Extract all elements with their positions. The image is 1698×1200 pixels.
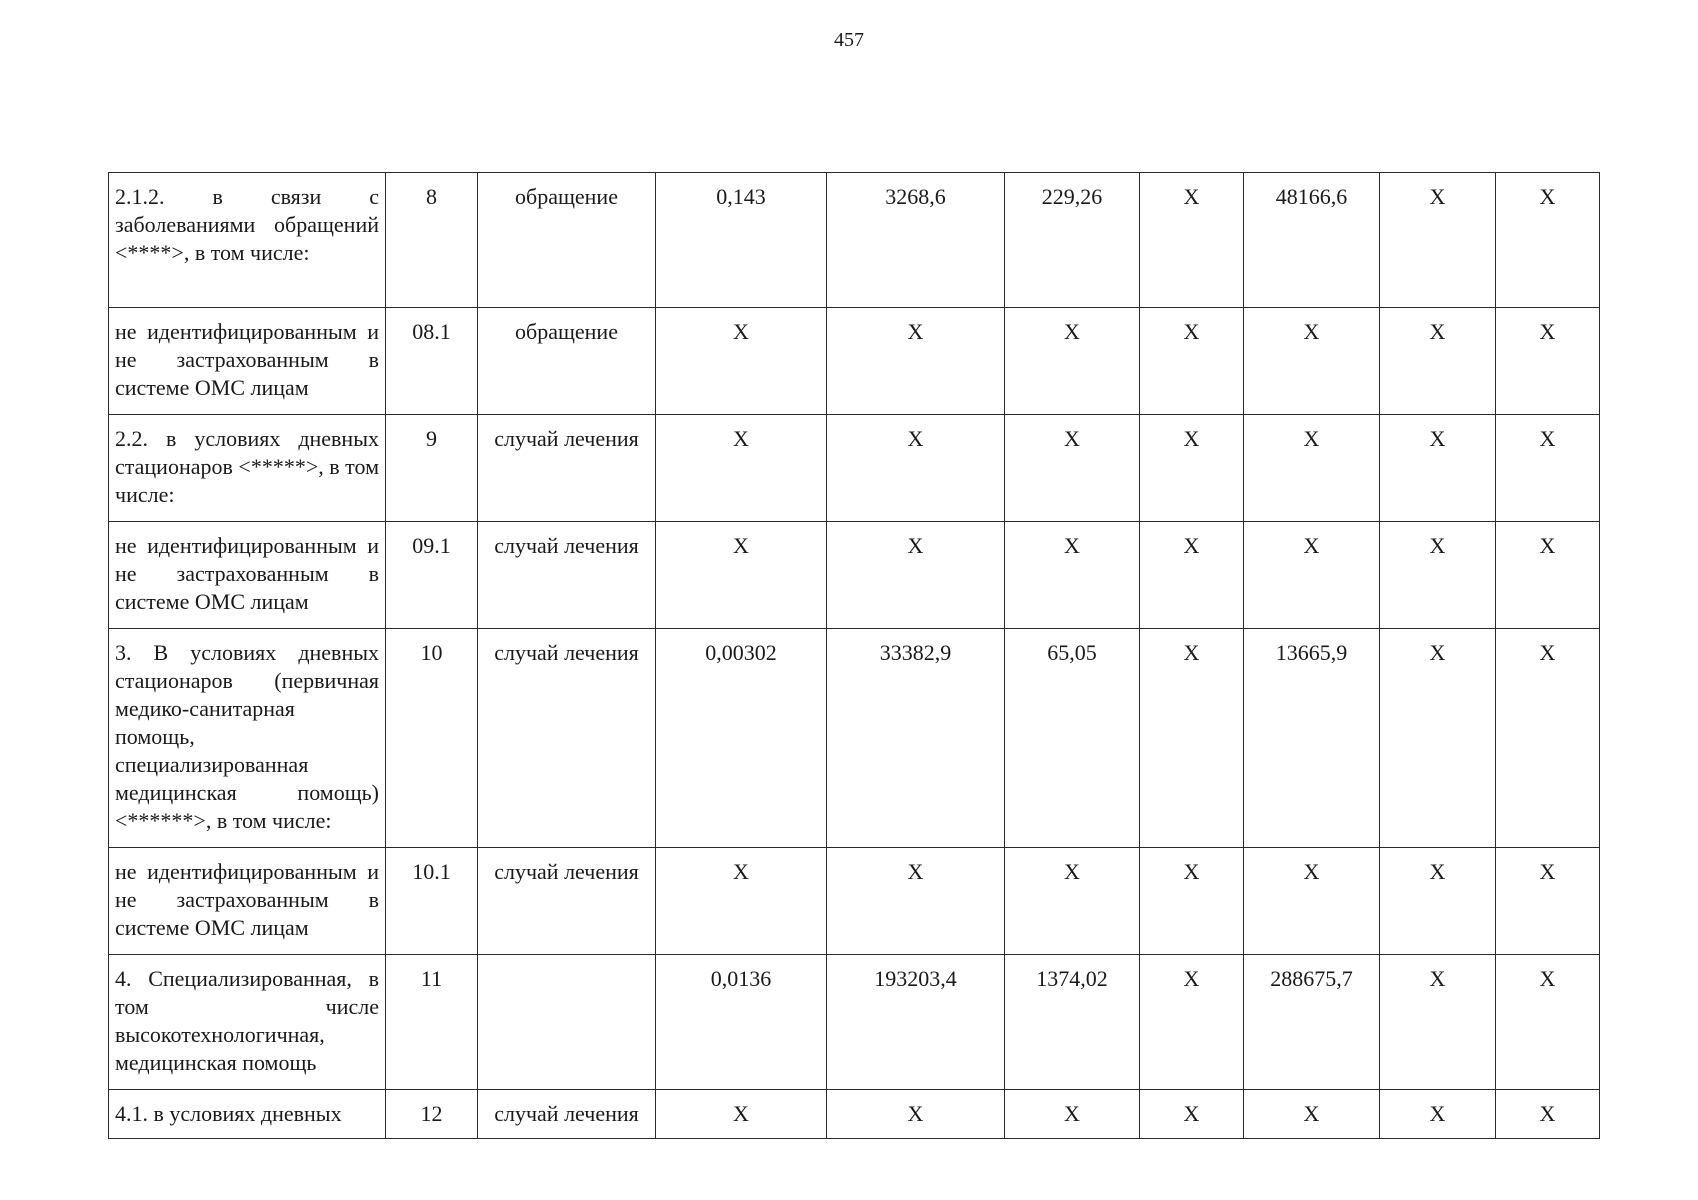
table-cell: 33382,9 [827,629,1005,848]
table-cell: 288675,7 [1244,955,1380,1090]
table-cell: X [1005,1090,1140,1139]
row-unit: случай лечения [478,522,656,629]
row-line-number: 08.1 [386,308,478,415]
table-cell: X [1140,173,1244,308]
table-cell: X [1140,522,1244,629]
table-cell: X [1380,955,1496,1090]
row-name: не идентифицированным и не застрахованным в системе ОМС лицам [109,308,386,415]
table-row [109,1090,1600,1139]
table-cell: X [1140,415,1244,522]
table-cell: X [656,1090,827,1139]
row-line-number: 10.1 [386,848,478,955]
table-cell: X [656,522,827,629]
table-row [109,173,1600,308]
table-cell: X [1496,848,1600,955]
table-cell: X [827,522,1005,629]
data-table [108,172,1600,1139]
table-cell: X [1496,522,1600,629]
table-cell: X [1005,308,1140,415]
table-cell: X [1496,308,1600,415]
row-line-number: 9 [386,415,478,522]
table-cell: 229,26 [1005,173,1140,308]
row-name: не идентифицированным и не застрахованным в системе ОМС лицам [109,848,386,955]
table-cell: X [1244,308,1380,415]
row-name: 4. Специализированная, в том числе высокотехнологичная, медицинская помощь [109,955,386,1090]
table-cell: X [1380,522,1496,629]
table-row [109,308,1600,415]
table-cell: X [656,415,827,522]
row-line-number: 11 [386,955,478,1090]
table-row [109,955,1600,1090]
table-cell: 0,0136 [656,955,827,1090]
row-unit: обращение [478,308,656,415]
table-cell: X [1244,1090,1380,1139]
table-cell: X [1496,629,1600,848]
table-cell: 193203,4 [827,955,1005,1090]
table-cell: 48166,6 [1244,173,1380,308]
table-row [109,629,1600,848]
row-name: 2.1.2. в связи с заболеваниями обращений <****>, в том числе: [109,173,386,308]
row-unit: случай лечения [478,415,656,522]
table-cell: X [1244,415,1380,522]
table-cell: X [1140,955,1244,1090]
table-cell: X [1380,848,1496,955]
row-name: 2.2. в условиях дневных стационаров <*****>, в том числе: [109,415,386,522]
table-cell: 3268,6 [827,173,1005,308]
row-unit: обращение [478,173,656,308]
row-line-number: 8 [386,173,478,308]
table-cell: X [1244,522,1380,629]
table-cell: X [1380,308,1496,415]
row-unit: случай лечения [478,848,656,955]
row-unit: случай лечения [478,629,656,848]
table-cell: X [1496,173,1600,308]
table-row [109,415,1600,522]
table-cell: X [1380,1090,1496,1139]
row-unit: случай лечения [478,1090,656,1139]
table-cell: X [1005,522,1140,629]
table-cell: 0,00302 [656,629,827,848]
table-cell: X [1496,955,1600,1090]
table-cell: 65,05 [1005,629,1140,848]
table-cell: X [827,848,1005,955]
table-cell: X [1140,1090,1244,1139]
row-line-number: 10 [386,629,478,848]
table-cell: X [656,848,827,955]
row-line-number: 09.1 [386,522,478,629]
table-cell: X [1005,415,1140,522]
row-name: не идентифицированным и не застрахованным в системе ОМС лицам [109,522,386,629]
table-cell: X [1140,848,1244,955]
row-line-number: 12 [386,1090,478,1139]
row-name: 3. В условиях дневных стационаров (первичная медико-санитарная помощь, специализированная медицинская помощь) <******>, в том числе: [109,629,386,848]
table-cell: X [1496,415,1600,522]
table-cell: X [827,308,1005,415]
table-cell: 1374,02 [1005,955,1140,1090]
table-cell: X [1140,308,1244,415]
table-cell: X [1005,848,1140,955]
row-name: 4.1. в условиях дневных [109,1090,386,1139]
table-cell: X [1140,629,1244,848]
table-cell: X [1244,848,1380,955]
table-cell: X [1380,629,1496,848]
row-unit [478,955,656,1090]
table-cell: X [656,308,827,415]
table-cell: X [1380,415,1496,522]
table-cell: X [827,1090,1005,1139]
table-cell: 0,143 [656,173,827,308]
table-cell: 13665,9 [1244,629,1380,848]
table-cell: X [1380,173,1496,308]
table-cell: X [1496,1090,1600,1139]
page-number: 457 [834,29,864,51]
table-row [109,522,1600,629]
table-row [109,848,1600,955]
table-cell: X [827,415,1005,522]
